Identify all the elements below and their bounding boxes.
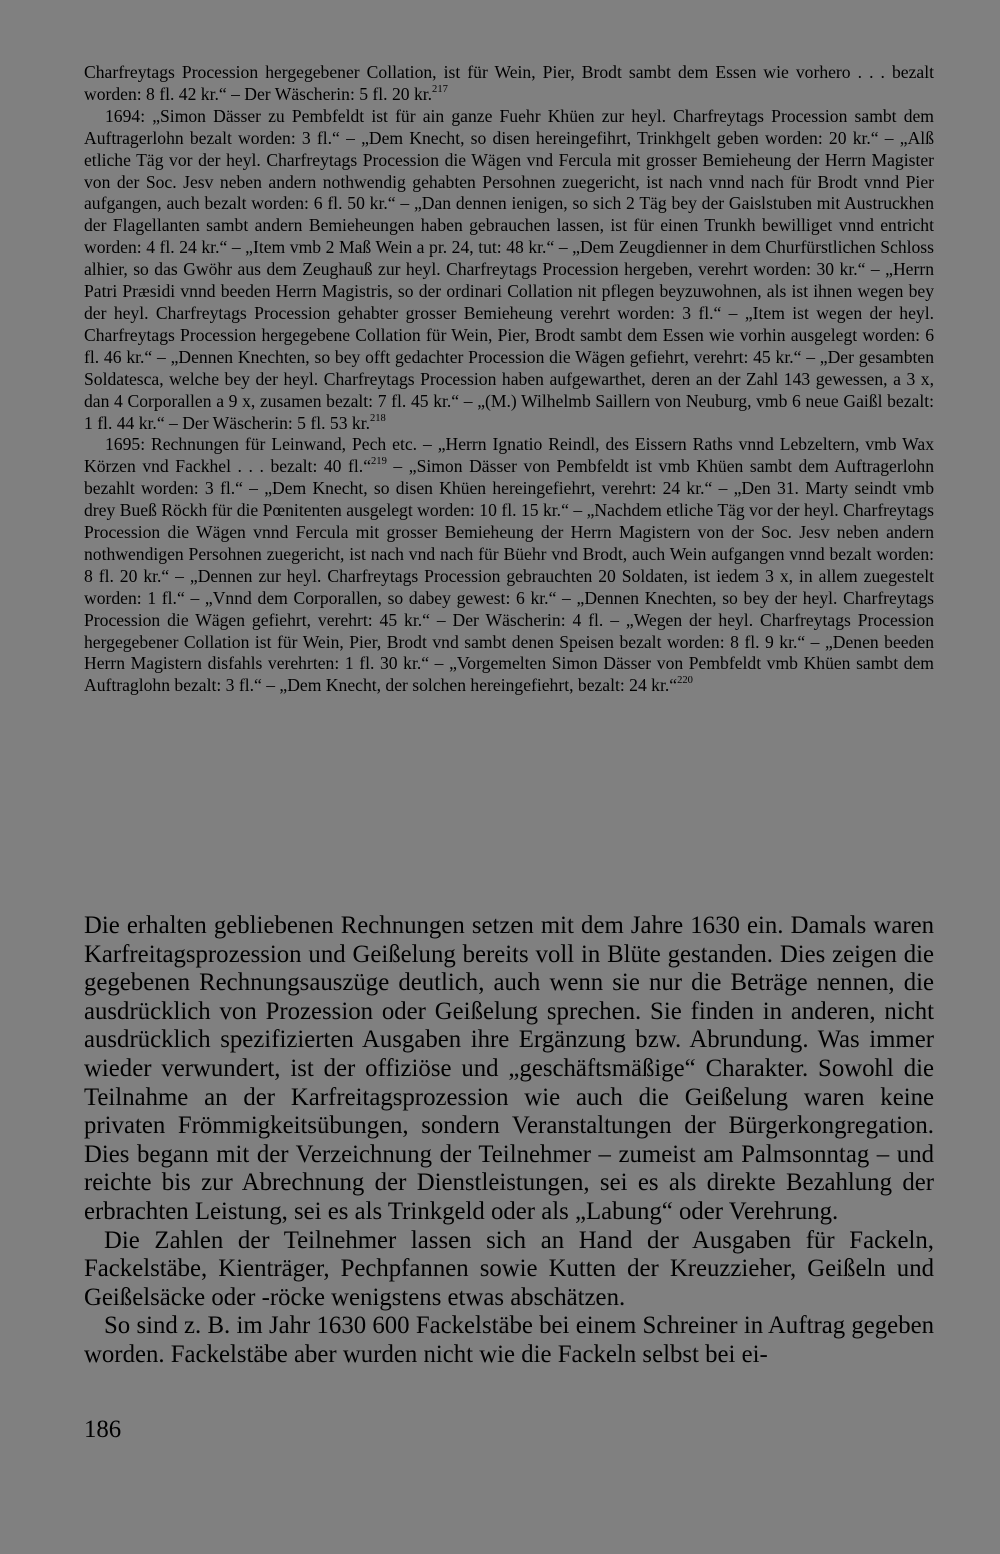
quoted-account-block xyxy=(84,62,934,697)
quote-paragraph: 1694: „Simon Dässer zu Pembfeldt ist für ain ganze Fuehr Khüen zur heyl. Charfreytags Procession sambt dem Auftragerlohn bezalt worden: 3 fl.“ – „Dem Knecht, so disen hereingefihrt, Trinkhgelt geben worden: 20 kr.“ – „Alß etliche Täg vor der heyl. Charfreytags Procession die Wägen vnd Fercula mit grosser Bemieheung der Herrn Magister von der Soc. Jesv neben andern nothwendig gehabten Persohnen zuegericht, ist nach vnnd nach für Brodt vnnd Pier aufgangen, auch bezalt worden: 6 fl. 50 kr.“ – „Dan dennen ienigen, so sich 2 Täg bey der Gaislstuben mit Austruckhen der Flagellanten sambt andern Bemieheungen haben gebrauchen lassen, ist für einen Trunkh bewilliget vnnd entricht worden: 4 fl. 24 kr.“ – „Item vmb 2 Maß Wein a pr. 24, tut: 48 kr.“ – „Dem Zeugdienner in dem Churfürstlichen Schloss alhier, so das Gwöhr aus dem Zeughauß zur heyl. Charfreytags Procession hergeben, verehrt worden: 30 kr.“ – „Herrn Patri Præsidi vnnd beeden Herrn Magistris, so der ordinari Collation nit pflegen beyzuwohnen, als ist ihnen wegen bey der heyl. Charfreytags Procession gehabter grosser Bemieheung verehrt worden: 3 fl.“ – „Item ist wegen der heyl. Charfreytags Procession hergegebene Collation für Wein, Pier, Brodt sambt dem Essen wie vorhin ausgelegt worden: 6 fl. 46 kr.“ – „Dennen Knechten, so bey offt gedachter Procession die Wägen gefiehrt, verehrt: 45 kr.“ – „Der gesambten Soldatesca, welche bey der heyl. Charfreytags Procession haben aufgewarthet, deren an der Zahl 143 gewessen, a 3 x, dan 4 Corporallen a 9 x, zusamen bezalt: 7 fl. 45 kr.“ – „(M.) Wilhelmb Saillern von Neuburg, vmb 6 neue Gaißl bezalt: 1 fl. 44 kr.“ – Der Wäscherin: 5 fl. 53 kr.$^{218}$ xyxy=(84,105,934,433)
body-paragraph: Die Zahlen der Teilnehmer lassen sich an Hand der Ausgaben für Fackeln, Fackelstäbe, Kienträger, Pechpfannen sowie Kutten der Kreuzzieher, Geißeln und Geißelsäcke oder -röcke wenigstens etwas abschätzen. xyxy=(84,1226,934,1311)
body-text xyxy=(84,912,934,1370)
body-paragraph: So sind z. B. im Jahr 1630 600 Fackelstäbe bei einem Schreiner in Auftrag gegeben worden. Fackelstäbe aber wurden nicht wie die Fackeln selbst bei ei- xyxy=(84,1312,934,1368)
footnote-marker: 220 xyxy=(677,675,693,687)
footnote-marker: 219 xyxy=(371,456,387,468)
body-paragraph: Die erhalten gebliebenen Rechnungen setzen mit dem Jahre 1630 ein. Damals waren Karfreitagsprozession und Geißelung bereits voll in Blüte gestanden. Dies zeigen die gegebenen Rechnungsauszüge deutlich, auch wenn sie nur die Beträge nennen, die ausdrücklich von Prozession oder Geißelung sprechen. Sie finden in anderen, nicht ausdrücklich spezifizierten Ausgaben ihre Ergänzung bzw. Abrundung. Was immer wieder verwundert, ist der offiziöse und „geschäftsmäßige“ Charakter. Sowohl die Teilnahme an der Karfreitagsprozession wie auch die Geißelung waren keine privaten Frömmigkeitsübungen, sondern Veranstaltungen der Bürgerkongregation. Dies begann mit der Verzeichnung der Teilnehmer – zumeist am Palmsonntag – und reichte bis zur Abrechnung der Dienstleistungen, sei es als direkte Bezahlung der erbrachten Leistung, sei es als Trinkgeld oder als „Labung“ oder Verehrung. xyxy=(84,912,934,1225)
footnote-marker: 217 xyxy=(432,84,448,95)
quote-paragraph: 1695: Rechnungen für Leinwand, Pech etc. – „Herrn Ignatio Reindl, des Eissern Raths vnnd Lebzeltern, vmb Wax Körzen vnd Fackhel . . . bezalt: 40 fl.“$^{219}$ – „Simon Dässer von Pembfeldt ist vmb Khüen sambt dem Auftragerlohn bezahlt worden: 3 fl.“ – „Dem Knecht, so disen Khüen hereingefiehrt, verehrt: 24 kr.“ – „Den 31. Marty seindt vmb drey Bueß Röckh für die Pœnitenten ausgelegt worden: 10 fl. 15 kr.“ – „Nachdem etliche Täg vor der heyl. Charfreytags Procession die Wägen vnnd Fercula mit grosser Bemieheung der Herrn Magistern von der Soc. Jesv neben andern nothwendigen Persohnen zuegericht, ist nach vnd nach für Büehr vnd Brodt, auch Wein aufgangen vnnd bezalt worden: 8 fl. 20 kr.“ – „Dennen zur heyl. Charfreytags Procession gebrauchten 20 Soldaten, ist iedem 3 x, in allem zuegestelt worden: 1 fl.“ – „Vnnd dem Corporallen, so dabey gewest: 6 kr.“ – „Dennen Knechten, so bey der heyl. Charfreytags Procession die Wägen gefiehrt, verehrt: 45 kr.“ – Der Wäscherin: 4 fl. – „Wegen der heyl. Charfreytags Procession hergegebener Collation ist für Wein, Pier, Brodt vnd sambt denen Speisen bezalt worden: 8 fl. 9 kr.“ – „Denen beeden Herrn Magistern disfahls verehrten: 1 fl. 30 kr.“ – „Vorgemelten Simon Dässer von Pembfeldt vmb Khüen sambt dem Auftraglohn bezalt: 3 fl.“ – „Dem Knecht, der solchen hereingefiehrt, bezalt: 24 kr.“$^{220}$ xyxy=(84,434,934,696)
footnote-marker: 218 xyxy=(370,412,386,424)
page-number: 186 xyxy=(84,1416,122,1443)
quote-paragraph: Charfreytags Procession hergegebener Collation, ist für Wein, Pier, Brodt sambt dem Essen wie vorhero . . . bezalt worden: 8 fl. 42 kr.“ – Der Wäscherin: 5 fl. 20 kr.$^{217}$ xyxy=(84,62,934,104)
